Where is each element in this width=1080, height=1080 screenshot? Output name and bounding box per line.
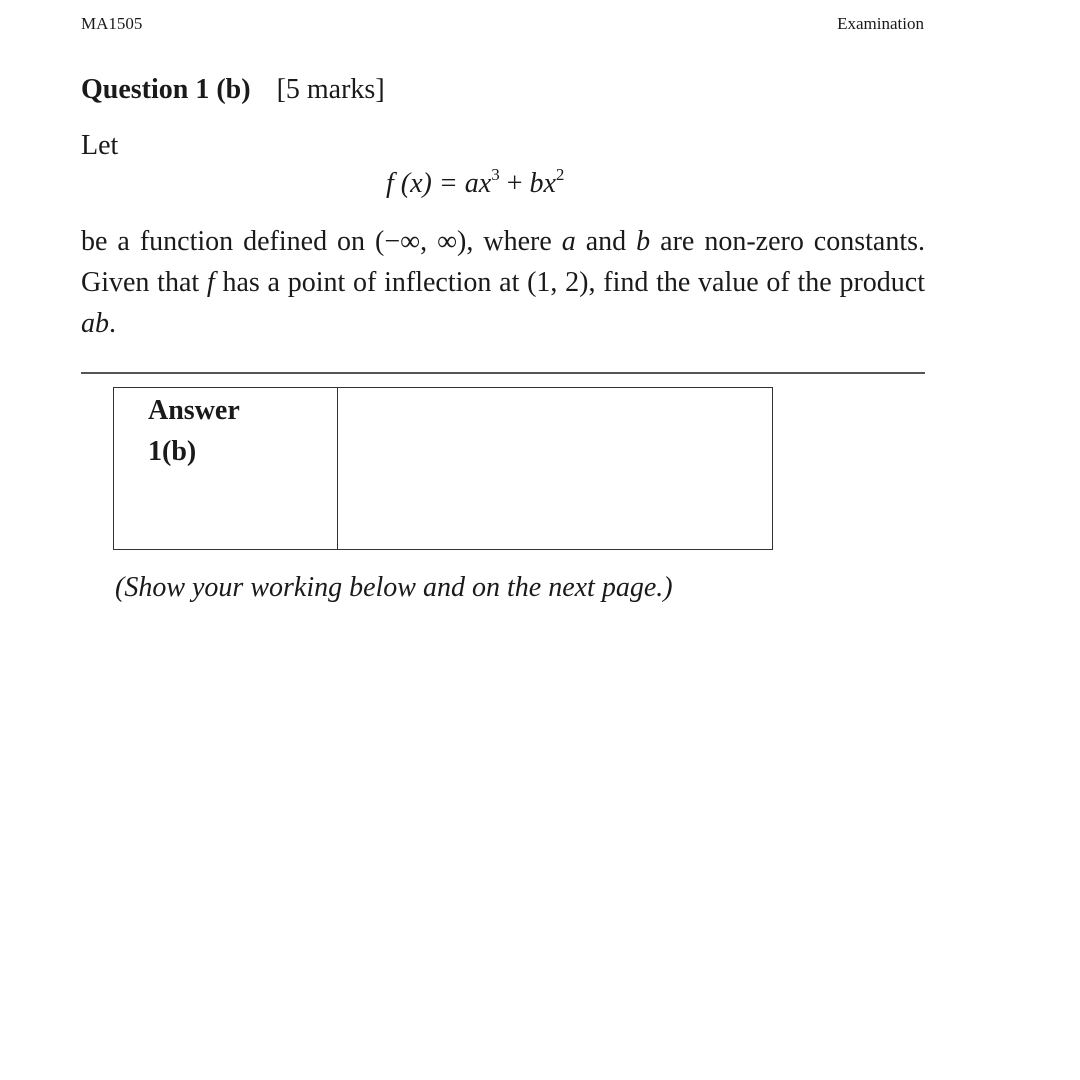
answer-box (113, 387, 773, 550)
question-body (81, 221, 925, 344)
body-text: be a function defined on (−∞, ∞), where (81, 226, 562, 257)
formula-term2: bx (529, 168, 556, 199)
divider (81, 372, 925, 374)
question-marks: [5 marks] (276, 74, 385, 105)
formula-exp2: 2 (555, 165, 565, 184)
body-text: has a point of inflection at (1, 2), find the value of the product (214, 267, 925, 298)
var-a: a (561, 226, 576, 257)
question-title: Question 1 (b) (81, 74, 251, 105)
formula-exp1: 3 (491, 165, 500, 184)
body-text: are non-zero constants. Given that (81, 226, 926, 298)
course-code: MA1505 (81, 14, 143, 33)
formula-plus: + (499, 168, 530, 199)
body-text: and (575, 226, 637, 257)
formula-term1: ax (464, 168, 492, 199)
answer-field[interactable] (338, 388, 772, 549)
var-ab: ab (81, 308, 109, 339)
document-type: Examination (837, 14, 924, 33)
function-formula (386, 165, 565, 200)
answer-label-line1: Answer (148, 395, 240, 426)
body-text: . (109, 308, 116, 339)
question-heading (81, 74, 385, 106)
formula-lhs: f (x) = (386, 168, 465, 199)
working-instruction: (Show your working below and on the next page.) (115, 572, 673, 603)
answer-label-line2: 1(b) (148, 436, 197, 467)
answer-label (114, 388, 338, 549)
question-intro: Let (81, 130, 119, 161)
var-b: b (636, 226, 651, 257)
var-f: f (206, 267, 215, 298)
